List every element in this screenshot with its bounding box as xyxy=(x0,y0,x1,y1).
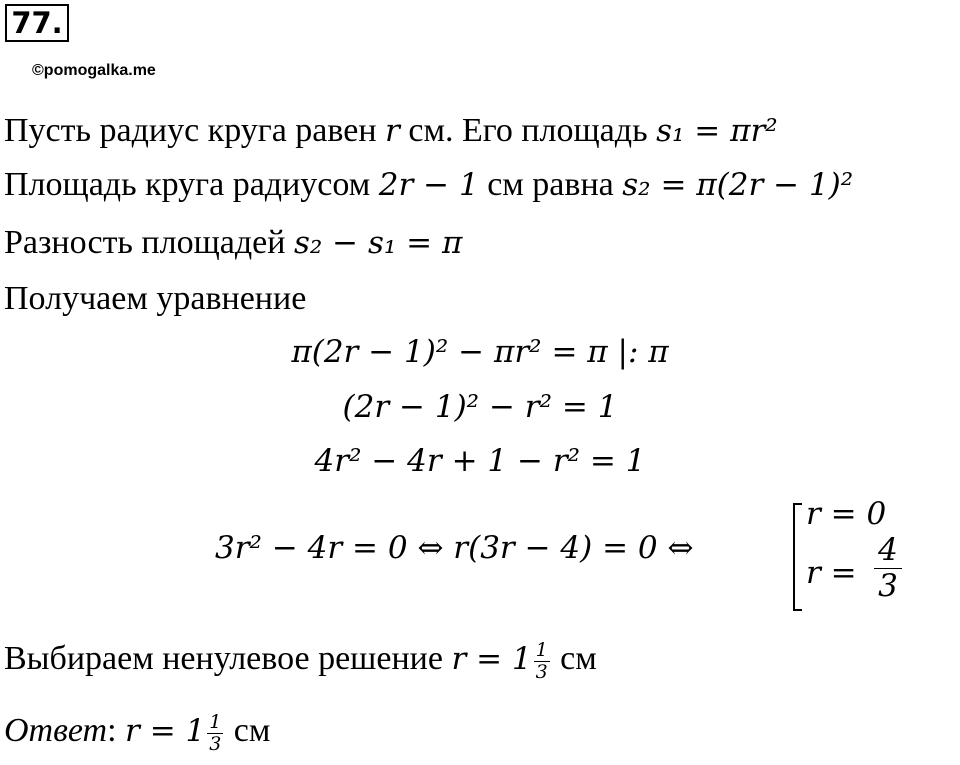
solution-2-denominator: 3 xyxy=(878,568,898,604)
conclusion-frac-num: 1 xyxy=(535,638,548,661)
difference-formula: s₂ − s₁ = π xyxy=(293,225,463,261)
conclusion-lhs: r = 1 xyxy=(451,641,532,677)
answer-lhs: r = 1 xyxy=(125,713,206,749)
line-radius xyxy=(4,112,778,150)
answer-fraction xyxy=(207,710,223,755)
equation-1: π(2r − 1)² − πr² = π |: π xyxy=(291,334,669,370)
line-area2 xyxy=(4,166,853,204)
answer-label: Ответ xyxy=(4,712,108,749)
line-area2-mid: см равна xyxy=(487,166,614,203)
conclusion-fraction xyxy=(534,638,550,683)
problem-number: 77. xyxy=(5,4,69,42)
watermark: ©pomogalka.me xyxy=(32,62,156,79)
line-difference xyxy=(4,224,462,262)
line-radius-text: Пусть радиус круга равен xyxy=(4,112,377,149)
line-difference-text: Разность площадей xyxy=(4,224,286,261)
answer-unit: см xyxy=(233,712,271,749)
equation-4: 3r² − 4r = 0 ⇔ r(3r − 4) = 0 ⇔ xyxy=(215,530,694,566)
line-equation-intro: Получаем уравнение xyxy=(4,280,307,317)
solution-2-numerator: 4 xyxy=(878,532,898,568)
solution-set-bracket xyxy=(793,503,802,611)
line-conclusion xyxy=(4,640,597,682)
solution-2-fraction xyxy=(874,532,902,604)
line-radius-mid: см. Его площадь xyxy=(408,112,648,149)
area-s1-formula: s₁ = πr² xyxy=(656,113,778,149)
conclusion-frac-den: 3 xyxy=(535,660,548,683)
answer-colon: : xyxy=(107,712,117,749)
radius2-expr: 2r − 1 xyxy=(378,167,479,203)
line-answer xyxy=(4,712,270,754)
solution-1: r = 0 xyxy=(806,496,887,532)
equation-2: (2r − 1)² − r² = 1 xyxy=(342,389,618,425)
equation-3: 4r² − 4r + 1 − r² = 1 xyxy=(314,443,646,479)
answer-frac-num: 1 xyxy=(209,710,222,733)
answer-frac-den: 3 xyxy=(209,732,222,755)
conclusion-text: Выбираем ненулевое решение xyxy=(4,640,443,677)
solution-2-lhs: r = xyxy=(806,555,857,591)
line-area2-text: Площадь круга радиусом xyxy=(4,166,371,203)
radius-symbol: r xyxy=(385,113,400,149)
conclusion-unit: см xyxy=(560,640,597,677)
area-s2-formula: s₂ = π(2r − 1)² xyxy=(622,167,854,203)
